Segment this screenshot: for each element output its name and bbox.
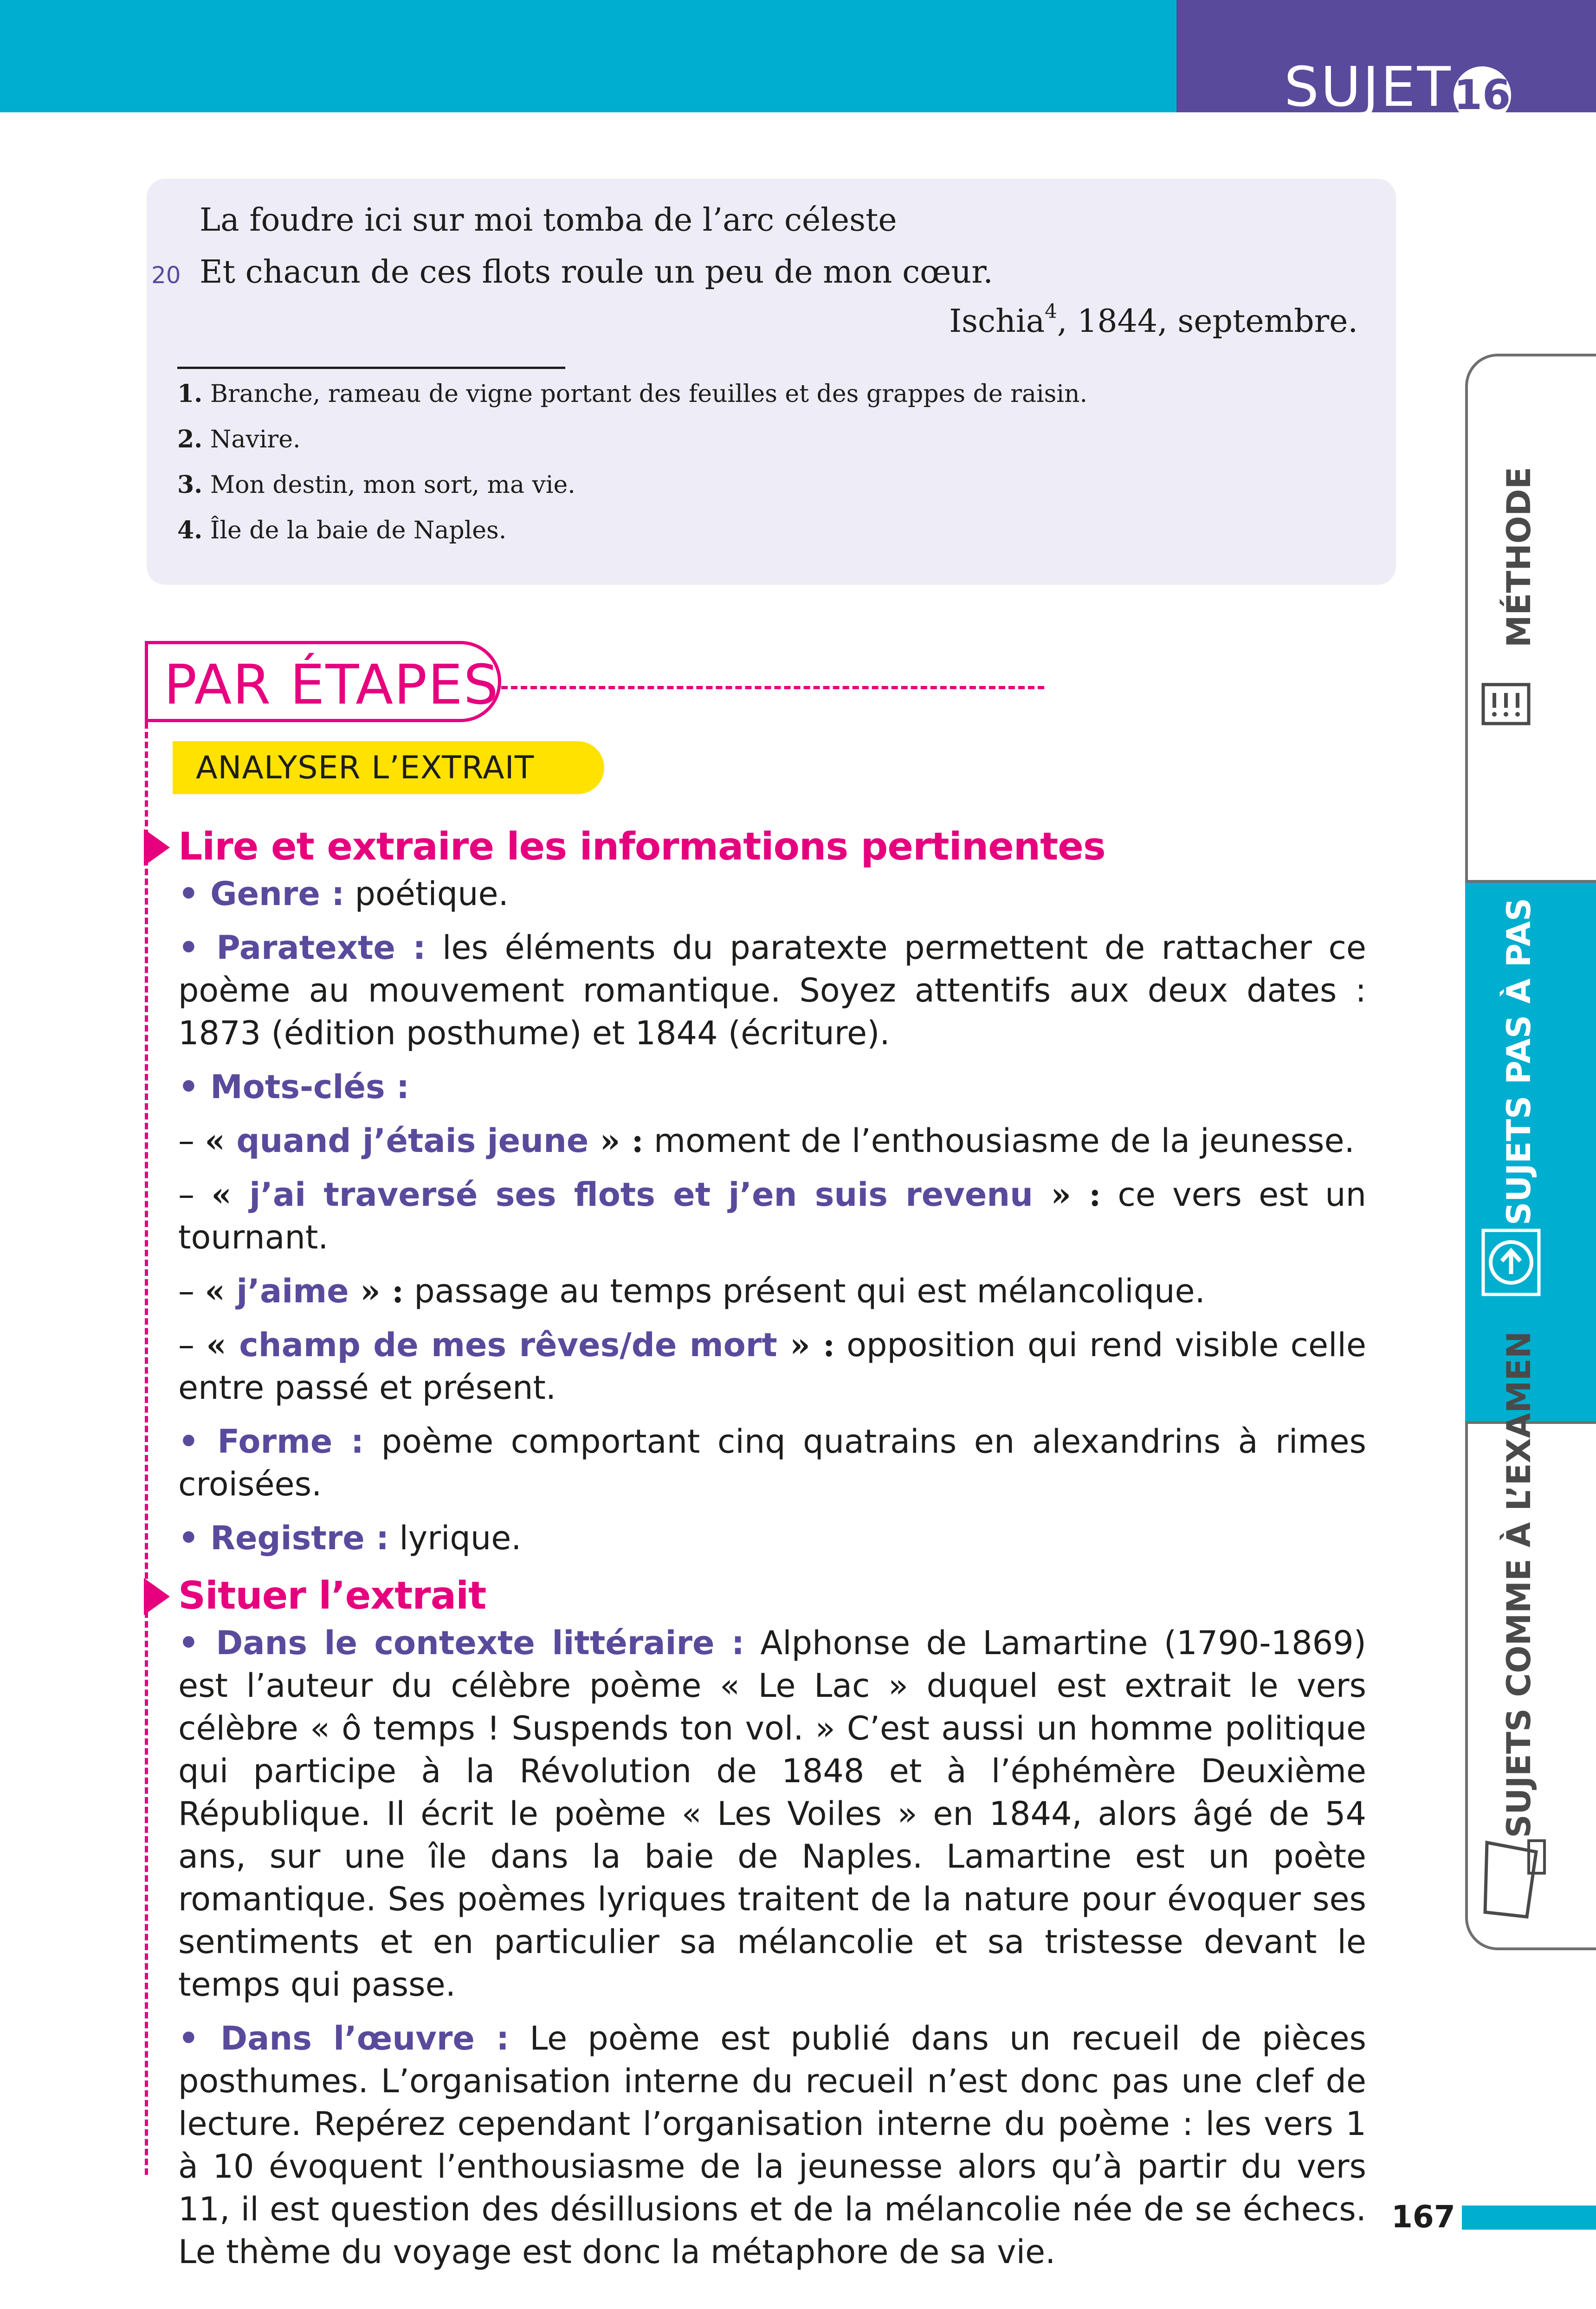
page-number: 167 bbox=[1391, 2199, 1455, 2235]
analyse-subtitle: ANALYSER L’EXTRAIT bbox=[196, 750, 535, 786]
footnote: 4. Île de la baie de Naples. bbox=[177, 516, 507, 544]
keyword-item: – « j’ai traversé ses flots et j’en suis revenu » : ce vers est un tournant. bbox=[178, 1175, 1366, 1256]
section-heading: Situer l’extrait bbox=[178, 1571, 1366, 1622]
header-band bbox=[0, 0, 1176, 112]
footnote: 3. Mon destin, mon sort, ma vie. bbox=[177, 471, 575, 499]
keyword-item: – « j’aime » : passage au temps présent qui est mélancolique. bbox=[178, 1272, 1205, 1310]
section-heading: Lire et extraire les informations pertinentes bbox=[178, 821, 1366, 873]
main-content bbox=[178, 821, 1366, 2273]
footnote: 1. Branche, rameau de vigne portant des feuilles et des grappes de raisin. bbox=[177, 380, 1088, 408]
line-number: 20 bbox=[151, 262, 181, 289]
registre-paragraph: • Registre : lyrique. bbox=[178, 1519, 522, 1557]
footnote-ref: 4 bbox=[1045, 300, 1057, 323]
genre-paragraph: • Genre : poétique. bbox=[178, 875, 509, 913]
keyword-item: – « quand j’étais jeune » : moment de l’enthousiasme de la jeunesse. bbox=[178, 1121, 1355, 1160]
subject-header bbox=[1176, 0, 1596, 119]
footnote: 2. Navire. bbox=[177, 425, 301, 453]
tab-methode-label: MÉTHODE bbox=[1500, 466, 1538, 647]
checklist-icon bbox=[1480, 680, 1531, 726]
analyse-subtitle-pill bbox=[173, 741, 604, 794]
tab-sujets-label: SUJETS PAS À PAS bbox=[1500, 898, 1538, 1225]
paper-sheet-icon bbox=[1480, 1838, 1550, 1921]
arrow-circle-icon bbox=[1480, 1228, 1550, 1297]
poem-line: Et chacun de ces flots roule un peu de mon cœur. bbox=[200, 254, 993, 291]
subject-number-badge: 16 bbox=[1454, 66, 1511, 124]
dashed-margin-line bbox=[145, 722, 148, 2175]
dashed-divider bbox=[501, 686, 1044, 689]
tab-examen-label: SUJETS COMME À L’EXAMEN bbox=[1500, 1331, 1538, 1838]
triangle-arrow-icon bbox=[144, 1578, 170, 1615]
motscles-heading: • Mots-clés : bbox=[178, 1068, 410, 1106]
steps-title-box bbox=[145, 641, 501, 722]
oeuvre-paragraph: • Dans l’œuvre : Le poème est publié dans un recueil de pièces posthumes. L’organisation interne du recueil n’est donc pas une clef de lecture. Repérez cependant l’organisation interne du poème : les vers 1 à 10 évoquent l’enthousiasme de la jeunesse alors qu’à partir du vers 11, il est question des désillusions et de la mélancolie née de se échecs. Le thème du voyage est donc la métaphore de sa vie. bbox=[178, 2019, 1366, 2271]
contexte-paragraph: • Dans le contexte littéraire : Alphonse de Lamartine (1790-1869) est l’auteur du célèbre poème « Le Lac » duquel est extrait le vers célèbre « ô temps ! Suspends ton vol. » C’est aussi un homme politique qui participe à la Révolution de 1848 et à l’éphémère Deuxième République. Il écrit le poème « Les Voiles » en 1844, alors âgé de 54 ans, sur une île dans la baie de Naples. Lamartine est un poète romantique. Ses poèmes lyriques traitent de la nature pour évoquer ses sentiments et en particulier sa mélancolie et sa tristesse devant le temps qui passe. bbox=[178, 1624, 1366, 2004]
subject-label: SUJET bbox=[1284, 55, 1453, 119]
footnote-divider bbox=[177, 367, 565, 369]
keyword-item: – « champ de mes rêves/de mort » : opposition qui rend visible celle entre passé et présent. bbox=[178, 1326, 1366, 1407]
poem-line: La foudre ici sur moi tomba de l’arc céleste bbox=[200, 202, 897, 239]
triangle-arrow-icon bbox=[144, 829, 170, 866]
poem-excerpt-box bbox=[147, 179, 1396, 585]
paratexte-paragraph: • Paratexte : les éléments du paratexte permettent de rattacher ce poème au mouvement romantique. Soyez attentifs aux deux dates : 1873 (édition posthume) et 1844 (écriture). bbox=[178, 929, 1366, 1052]
page-number-bar bbox=[1462, 2206, 1596, 2230]
forme-paragraph: • Forme : poème comportant cinq quatrains en alexandrins à rimes croisées. bbox=[178, 1423, 1367, 1503]
poem-signature: Ischia$^4$, 1844, septembre. bbox=[949, 300, 1358, 340]
steps-title: PAR ÉTAPES bbox=[164, 653, 499, 717]
